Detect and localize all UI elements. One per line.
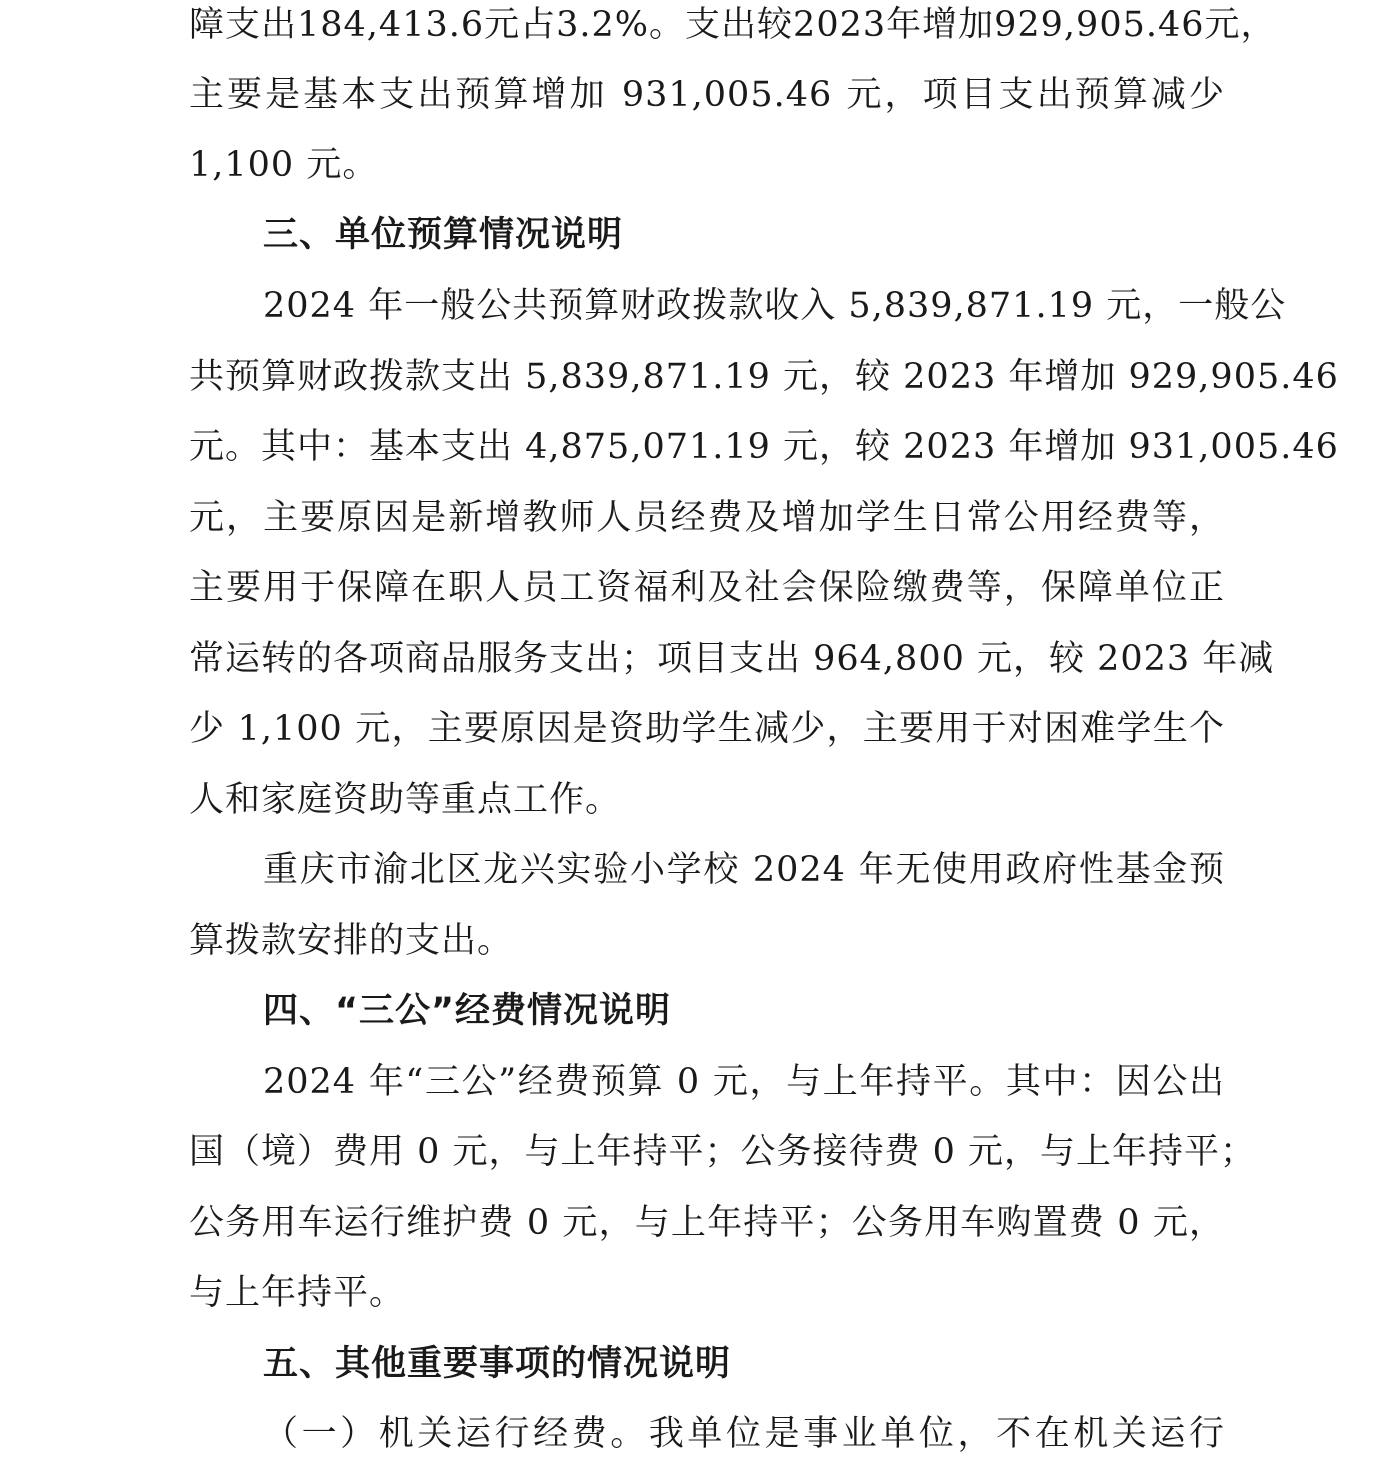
paragraph-line: 重庆市渝北区龙兴实验小学校 2024 年无使用政府性基金预 bbox=[263, 850, 1225, 890]
paragraph-line: 元，主要原因是新增教师人员经费及增加学生日常公用经费等， bbox=[189, 498, 1225, 538]
paragraph-line: 国（境）费用 0 元，与上年持平；公务接待费 0 元，与上年持平； bbox=[189, 1132, 1257, 1172]
paragraph-line: 2024 年“三公”经费预算 0 元，与上年持平。其中：因公出 bbox=[263, 1062, 1225, 1102]
paragraph-line: （一）机关运行经费。我单位是事业单位，不在机关运行 bbox=[263, 1414, 1225, 1454]
section-heading-3: 三、单位预算情况说明 bbox=[263, 215, 624, 255]
paragraph-line: 公务用车运行维护费 0 元，与上年持平；公务用车购置费 0 元， bbox=[189, 1203, 1225, 1243]
paragraph-line: 主要用于保障在职人员工资福利及社会保险缴费等，保障单位正 bbox=[189, 568, 1225, 608]
paragraph-line: 少 1,100 元，主要原因是资助学生减少，主要用于对困难学生个 bbox=[189, 709, 1225, 749]
paragraph-line: 与上年持平。 bbox=[189, 1273, 406, 1313]
paragraph-line: 障支出184,413.6元占3.2%。支出较2023年增加929,905.46元， bbox=[189, 5, 1277, 45]
section-heading-5: 五、其他重要事项的情况说明 bbox=[263, 1344, 732, 1384]
paragraph-line: 常运转的各项商品服务支出；项目支出 964,800 元，较 2023 年减 bbox=[189, 639, 1275, 679]
paragraph-line: 共预算财政拨款支出 5,839,871.19 元，较 2023 年增加 929,905.46 bbox=[189, 357, 1339, 397]
paragraph-line: 元。其中：基本支出 4,875,071.19 元，较 2023 年增加 931,005.46 bbox=[189, 427, 1339, 467]
section-heading-4: 四、“三公”经费情况说明 bbox=[263, 991, 672, 1031]
paragraph-line: 1,100 元。 bbox=[189, 145, 379, 185]
paragraph-line: 算拨款安排的支出。 bbox=[189, 921, 514, 961]
paragraph-line: 人和家庭资助等重点工作。 bbox=[189, 780, 622, 820]
paragraph-line: 主要是基本支出预算增加 931,005.46 元，项目支出预算减少 bbox=[189, 75, 1225, 115]
paragraph-line: 2024 年一般公共预算财政拨款收入 5,839,871.19 元，一般公 bbox=[263, 286, 1287, 326]
